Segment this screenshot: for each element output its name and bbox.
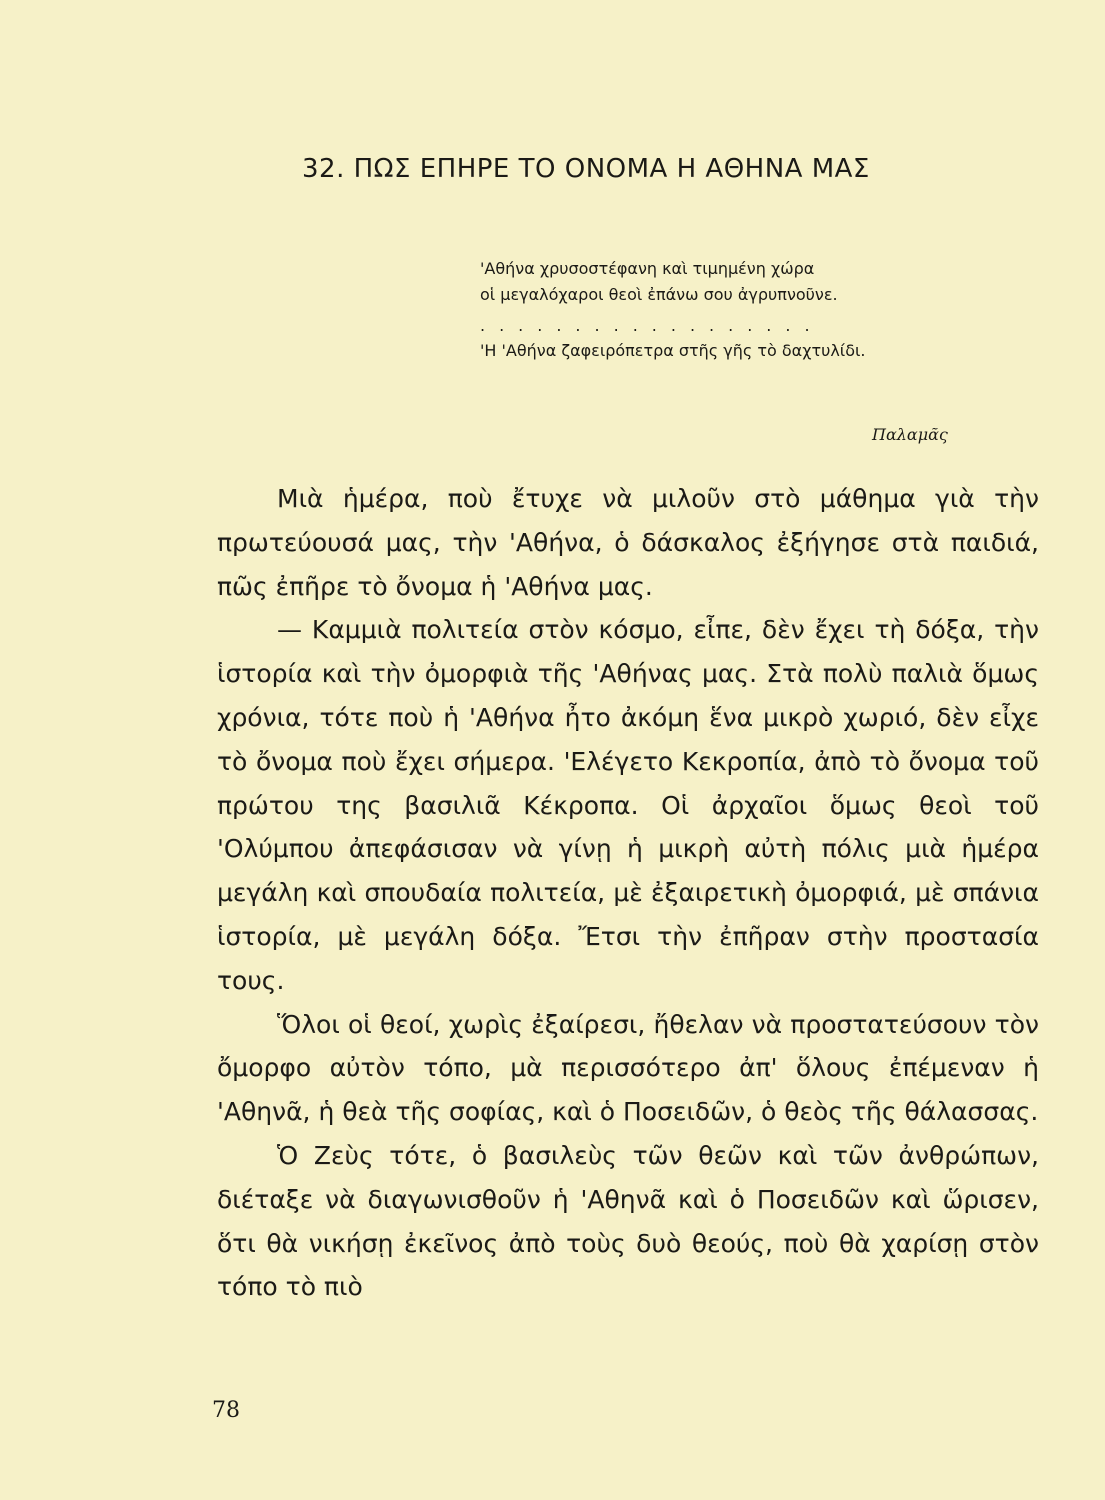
epigraph-author: Παλαμᾶς bbox=[872, 425, 948, 444]
epigraph-line: 'Αθήνα χρυσοστέφανη καὶ τιμημένη χώρα bbox=[480, 259, 815, 278]
paragraph: Μιὰ ἡμέρα, ποὺ ἔτυχε νὰ μιλοῦν στὸ μάθημα γιὰ τὴν πρωτεύουσά μας, τὴν 'Αθήνα, ὁ δάσκαλος ἐξήγησε στὰ παιδιά, πῶς ἐπῆρε τὸ ὄνομα ἡ 'Αθήνα μας. bbox=[217, 484, 1039, 601]
chapter-title: 32. ΠΩΣ ΕΠΗΡΕ ΤΟ ΟΝΟΜΑ Η ΑΘΗΝΑ ΜΑΣ bbox=[302, 154, 870, 184]
epigraph bbox=[480, 256, 1000, 364]
epigraph-ellipsis: .................. bbox=[480, 316, 824, 335]
paragraph: Ὁ Ζεὺς τότε, ὁ βασιλεὺς τῶν θεῶν καὶ τῶν ἀνθρώπων, διέταξε νὰ διαγωνισθοῦν ἡ 'Αθηνᾶ καὶ ὁ Ποσειδῶν καὶ ὥρισεν, ὅτι θὰ νικήσῃ ἐκεῖνος ἀπὸ τοὺς δυὸ θεούς, ποὺ θὰ χαρίσῃ στὸν τόπο τὸ πιὸ bbox=[217, 1140, 1039, 1302]
page-number: 78 bbox=[212, 1398, 240, 1423]
body-text bbox=[217, 477, 1039, 1309]
paragraph: Ὅλοι οἱ θεοί, χωρὶς ἐξαίρεσι, ἤθελαν νὰ προστατεύσουν τὸν ὄμορφο αὐτὸν τόπο, μὰ περισσότερο ἀπ' ὅλους ἐπέμεναν ἡ 'Αθηνᾶ, ἡ θεὰ τῆς σοφίας, καὶ ὁ Ποσειδῶν, ὁ θεὸς τῆς θάλασσας. bbox=[217, 1009, 1039, 1127]
epigraph-line: 'Η 'Αθήνα ζαφειρόπετρα στῆς γῆς τὸ δαχτυλίδι. bbox=[480, 341, 866, 360]
paragraph: — Καμμιὰ πολιτεία στὸν κόσμο, εἶπε, δὲν ἔχει τὴ δόξα, τὴν ἱστορία καὶ τὴν ὀμορφιὰ τῆς 'Αθήνας μας. Στὰ πολὺ παλιὰ ὅμως χρόνια, τότε ποὺ ἡ 'Αθήνα ἦτο ἀκόμη ἕνα μικρὸ χωριό, δὲν εἶχε τὸ ὄνομα ποὺ ἔχει σήμερα. 'Ελέγετο Κεκροπία, ἀπὸ τὸ ὄνομα τοῦ πρώτου της βασιλιᾶ Κέκροπα. Οἱ ἀρχαῖοι ὅμως θεοὶ τοῦ 'Ολύμπου ἀπεφάσισαν νὰ γίνῃ ἡ μικρὴ αὐτὴ πόλις μιὰ ἡμέρα μεγάλη καὶ σπουδαία πολιτεία, μὲ ἐξαιρετικὴ ὀμορφιά, μὲ σπάνια ἱστορία, μὲ μεγάλη δόξα. Ἔτσι τὴν ἐπῆραν στὴν προστασία τους. bbox=[217, 615, 1039, 995]
epigraph-line: οἱ μεγαλόχαροι θεοὶ ἐπάνω σου ἀγρυπνοῦνε. bbox=[480, 285, 838, 304]
